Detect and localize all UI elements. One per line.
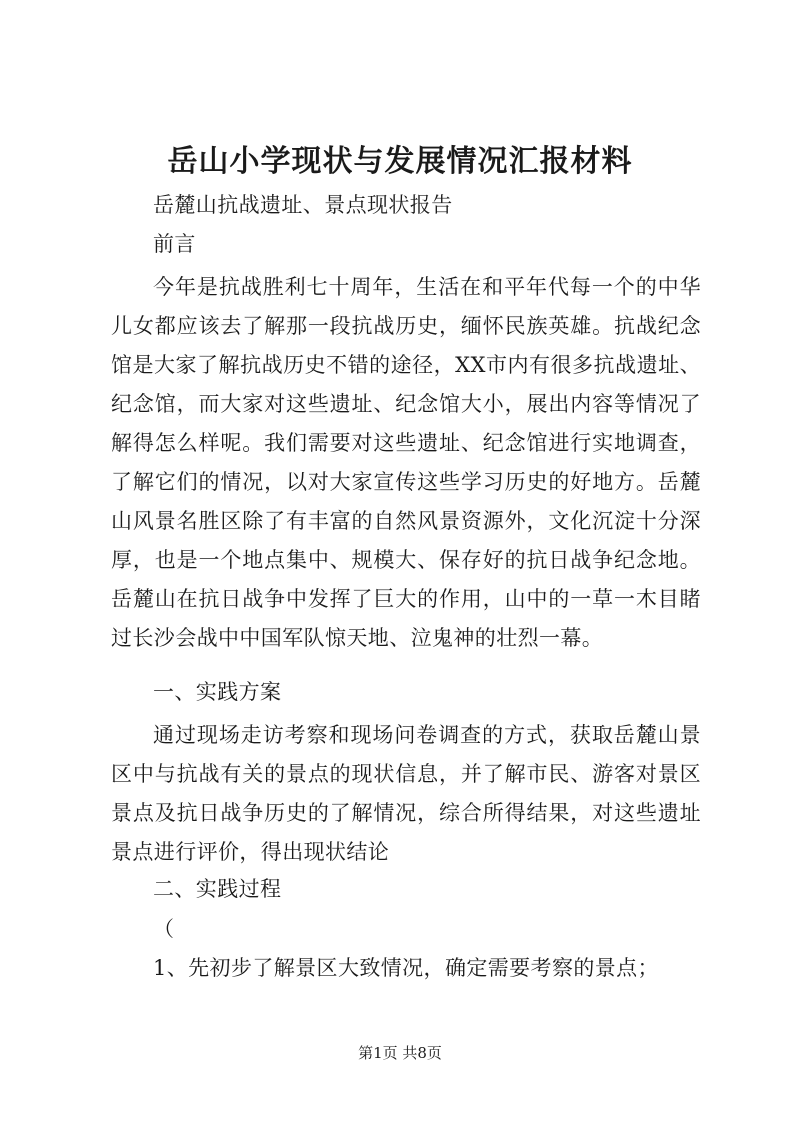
section-heading-practice-plan: 一、实践方案 xyxy=(153,680,282,704)
step-1-text: 1、先初步了解景区大致情况，确定需要考察的景点； xyxy=(153,956,659,980)
practice-plan-paragraph: 通过现场走访考察和现场问卷调查的方式，获取岳麓山景区中与抗战有关的景点的现状信息，并了解市民、游客对景区景点及抗日战争历史的了解情况，综合所得结果，对这些遗址景点进行评价，得出现状结论 xyxy=(111,723,701,864)
report-subtitle: 岳麓山抗战遗址、景点现状报告 xyxy=(153,193,453,217)
preface-heading: 前言 xyxy=(153,232,196,256)
preface-paragraph: 今年是抗战胜利七十周年，生活在和平年代每一个的中华儿女都应该去了解那一段抗战历史，缅怀民族英雄。抗战纪念馆是大家了解抗战历史不错的途径，XX市内有很多抗战遗址、纪念馆，而大家对这些遗址、纪念馆大小，展出内容等情况了解得怎么样呢。我们需要对这些遗址、纪念馆进行实地调查，了解它们的情况，以对大家宣传这些学习历史的好地方。岳麓山风景名胜区除了有丰富的自然风景资源外，文化沉淀十分深厚，也是一个地点集中、规模大、保存好的抗日战争纪念地。岳麓山在抗日战争中发挥了巨大的作用，山中的一草一木目睹过长沙会战中中国军队惊天地、泣鬼神的壮烈一幕。 xyxy=(111,275,701,650)
open-parenthesis: （ xyxy=(153,917,175,941)
page-number-footer: 第1页 共8页 xyxy=(358,1044,442,1062)
document-title: 岳山小学现状与发展情况汇报材料 xyxy=(167,144,633,179)
section-heading-practice-process: 二、实践过程 xyxy=(153,877,282,901)
